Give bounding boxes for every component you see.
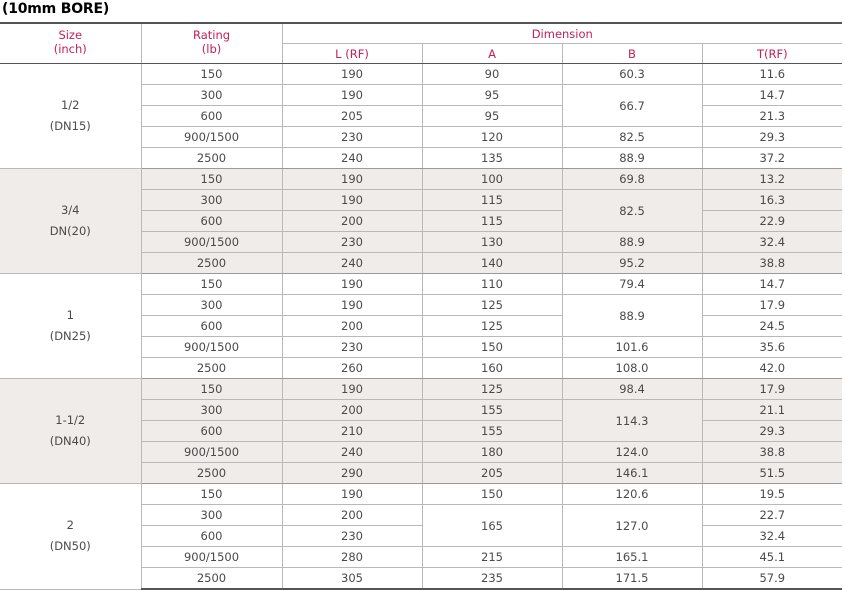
- t-rf-cell: 17.9: [702, 295, 842, 316]
- a-cell: 150: [422, 484, 562, 505]
- l-rf-cell: 190: [282, 64, 422, 85]
- t-rf-cell: 29.3: [702, 127, 842, 148]
- rating-cell: 300: [141, 400, 282, 421]
- rating-cell: 600: [141, 316, 282, 337]
- t-rf-cell: 16.3: [702, 190, 842, 211]
- a-cell: 115: [422, 190, 562, 211]
- t-rf-cell: 14.7: [702, 274, 842, 295]
- size-label: 1/2: [60, 98, 80, 112]
- size-cell: [0, 64, 141, 169]
- rating-cell: 600: [141, 211, 282, 232]
- b-cell: 98.4: [562, 379, 702, 400]
- size-label: 2: [66, 518, 74, 533]
- rating-cell: 150: [141, 274, 282, 295]
- table-row: [0, 169, 842, 190]
- t-rf-cell: 29.3: [702, 421, 842, 442]
- t-rf-cell: 21.3: [702, 106, 842, 127]
- rating-cell: 150: [141, 379, 282, 400]
- l-rf-cell: 200: [282, 211, 422, 232]
- rating-cell: 150: [141, 64, 282, 85]
- t-rf-cell: 35.6: [702, 337, 842, 358]
- dimension-header: Dimension: [282, 23, 842, 44]
- a-cell: 95: [422, 85, 562, 106]
- a-cell: 160: [422, 358, 562, 379]
- t-rf-header: T(RF): [702, 44, 842, 64]
- rating-header-line2: (lb): [201, 42, 222, 56]
- l-rf-cell: 240: [282, 253, 422, 274]
- rating-cell: 600: [141, 526, 282, 547]
- b-header: B: [562, 44, 702, 64]
- rating-cell: 900/1500: [141, 547, 282, 568]
- t-rf-cell: 21.1: [702, 400, 842, 421]
- rating-cell: 900/1500: [141, 337, 282, 358]
- size-label: (DN40): [49, 434, 91, 448]
- rating-cell: 900/1500: [141, 232, 282, 253]
- size-group: [0, 169, 842, 274]
- l-rf-cell: 305: [282, 568, 422, 590]
- a-cell: 215: [422, 547, 562, 568]
- a-cell: 130: [422, 232, 562, 253]
- a-cell: 95: [422, 106, 562, 127]
- b-cell: 101.6: [562, 337, 702, 358]
- t-rf-cell: 37.2: [702, 148, 842, 169]
- size-label: (DN25): [49, 329, 91, 343]
- a-cell: 125: [422, 295, 562, 316]
- rating-cell: 150: [141, 484, 282, 505]
- size-cell: [0, 274, 141, 379]
- b-cell: 82.5: [562, 190, 702, 232]
- a-cell: 120: [422, 127, 562, 148]
- t-rf-cell: 51.5: [702, 463, 842, 484]
- b-cell: 82.5: [562, 127, 702, 148]
- l-rf-cell: 230: [282, 526, 422, 547]
- l-rf-cell: 230: [282, 232, 422, 253]
- a-cell: 235: [422, 568, 562, 590]
- b-cell: 95.2: [562, 253, 702, 274]
- rating-cell: 300: [141, 505, 282, 526]
- t-rf-cell: 22.9: [702, 211, 842, 232]
- a-cell: 180: [422, 442, 562, 463]
- b-cell: 165.1: [562, 547, 702, 568]
- b-cell: 60.3: [562, 64, 702, 85]
- a-header: A: [422, 44, 562, 64]
- l-rf-cell: 240: [282, 442, 422, 463]
- a-cell: 140: [422, 253, 562, 274]
- rating-cell: 300: [141, 85, 282, 106]
- size-header-line2: (inch): [53, 42, 87, 56]
- rating-cell: 300: [141, 295, 282, 316]
- l-rf-cell: 190: [282, 295, 422, 316]
- table-row: [0, 64, 842, 85]
- b-cell: 146.1: [562, 463, 702, 484]
- t-rf-cell: 24.5: [702, 316, 842, 337]
- l-rf-cell: 190: [282, 379, 422, 400]
- b-cell: 124.0: [562, 442, 702, 463]
- rating-cell: 600: [141, 106, 282, 127]
- l-rf-header: L (RF): [282, 44, 422, 64]
- size-label: (DN50): [49, 539, 91, 554]
- b-cell: 120.6: [562, 484, 702, 505]
- t-rf-cell: 22.7: [702, 505, 842, 526]
- l-rf-cell: 200: [282, 400, 422, 421]
- a-cell: 115: [422, 211, 562, 232]
- size-label: (DN15): [49, 119, 91, 133]
- size-cell: [0, 169, 141, 274]
- t-rf-cell: 11.6: [702, 64, 842, 85]
- l-rf-cell: 230: [282, 127, 422, 148]
- t-rf-cell: 14.7: [702, 85, 842, 106]
- page-title: (10mm BORE): [2, 1, 110, 17]
- l-rf-cell: 190: [282, 169, 422, 190]
- rating-cell: 300: [141, 190, 282, 211]
- l-rf-cell: 205: [282, 106, 422, 127]
- b-cell: 114.3: [562, 400, 702, 442]
- b-cell: 171.5: [562, 568, 702, 590]
- rating-cell: 2500: [141, 568, 282, 590]
- l-rf-cell: 190: [282, 190, 422, 211]
- t-rf-cell: 38.8: [702, 442, 842, 463]
- b-cell: 69.8: [562, 169, 702, 190]
- size-group: [0, 274, 842, 379]
- rating-cell: 2500: [141, 358, 282, 379]
- b-cell: 108.0: [562, 358, 702, 379]
- a-cell: 125: [422, 316, 562, 337]
- size-label: DN(20): [49, 224, 91, 238]
- a-cell: 155: [422, 421, 562, 442]
- t-rf-cell: 42.0: [702, 358, 842, 379]
- t-rf-cell: 32.4: [702, 526, 842, 547]
- rating-cell: 2500: [141, 148, 282, 169]
- table-row: [0, 484, 842, 505]
- b-cell: 88.9: [562, 295, 702, 337]
- l-rf-cell: 240: [282, 148, 422, 169]
- rating-cell: 900/1500: [141, 127, 282, 148]
- size-label: 3/4: [60, 203, 80, 217]
- l-rf-cell: 190: [282, 85, 422, 106]
- t-rf-cell: 17.9: [702, 379, 842, 400]
- size-label: 1-1/2: [55, 413, 86, 427]
- size-header: [0, 23, 141, 64]
- rating-cell: 600: [141, 421, 282, 442]
- b-cell: 88.9: [562, 148, 702, 169]
- size-header-line1: Size: [58, 28, 83, 42]
- table-row: [0, 274, 842, 295]
- t-rf-cell: 13.2: [702, 169, 842, 190]
- size-group: [0, 379, 842, 484]
- b-cell: 66.7: [562, 85, 702, 127]
- rating-header-line1: Rating: [192, 28, 231, 42]
- dimension-table: [0, 22, 842, 590]
- rating-cell: 2500: [141, 463, 282, 484]
- a-cell: 135: [422, 148, 562, 169]
- l-rf-cell: 200: [282, 505, 422, 526]
- a-cell: 110: [422, 274, 562, 295]
- t-rf-cell: 45.1: [702, 547, 842, 568]
- l-rf-cell: 210: [282, 421, 422, 442]
- a-cell: 125: [422, 379, 562, 400]
- l-rf-cell: 200: [282, 316, 422, 337]
- a-cell: 100: [422, 169, 562, 190]
- l-rf-cell: 260: [282, 358, 422, 379]
- t-rf-cell: 19.5: [702, 484, 842, 505]
- b-cell: 88.9: [562, 232, 702, 253]
- l-rf-cell: 190: [282, 484, 422, 505]
- size-cell: [0, 379, 141, 484]
- rating-cell: 2500: [141, 253, 282, 274]
- a-cell: 155: [422, 400, 562, 421]
- size-group: [0, 64, 842, 169]
- a-cell: 90: [422, 64, 562, 85]
- a-cell: 165: [422, 505, 562, 547]
- b-cell: 127.0: [562, 505, 702, 547]
- t-rf-cell: 38.8: [702, 253, 842, 274]
- a-cell: 205: [422, 463, 562, 484]
- t-rf-cell: 57.9: [702, 568, 842, 590]
- b-cell: 79.4: [562, 274, 702, 295]
- l-rf-cell: 230: [282, 337, 422, 358]
- size-group: [0, 484, 842, 590]
- l-rf-cell: 290: [282, 463, 422, 484]
- table-row: [0, 379, 842, 400]
- rating-cell: 150: [141, 169, 282, 190]
- size-label: 1: [66, 308, 74, 322]
- t-rf-cell: 32.4: [702, 232, 842, 253]
- a-cell: 150: [422, 337, 562, 358]
- l-rf-cell: 190: [282, 274, 422, 295]
- l-rf-cell: 280: [282, 547, 422, 568]
- rating-cell: 900/1500: [141, 442, 282, 463]
- size-cell: [0, 484, 141, 590]
- rating-header: [141, 23, 282, 64]
